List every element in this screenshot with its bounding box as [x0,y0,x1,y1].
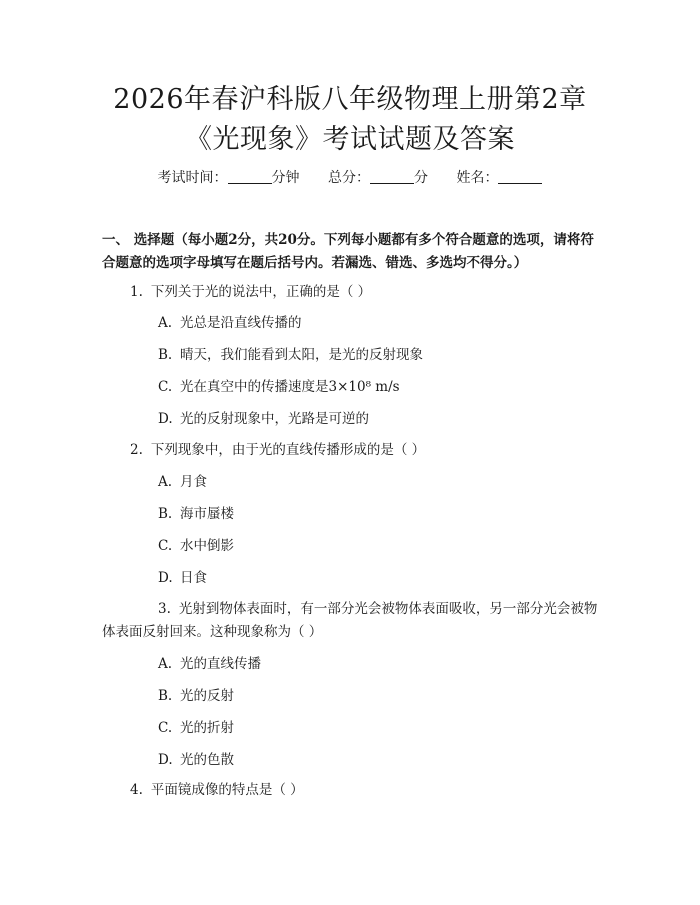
score-label: 总分： [328,170,370,186]
option-2a [158,472,207,492]
option-1c [158,377,400,397]
name-blank [498,169,542,184]
option-2b [158,504,234,524]
score-unit: 分 [414,170,428,186]
time-unit: 分钟 [271,170,300,186]
option-1d [158,409,369,429]
option-text: 光的色散 [180,752,234,768]
time-label: 考试时间： [157,170,228,186]
option-3a [158,654,261,674]
section-heading: 一、 选择题（每小题2分，共20分。下列每小题都有多个符合题意的选项，请将符合题意的选项字母填写在题后括号内。若漏选、错选、多选均不得分。） [102,232,594,271]
question-number: 2. [130,442,143,458]
option-letter: C. [158,379,173,395]
question-number: 3. [158,601,171,617]
option-2d [158,568,207,588]
option-3c [158,718,234,738]
total-score [328,167,428,187]
option-text: 光总是沿直线传播的 [180,315,302,331]
question-3 [102,598,602,644]
question-1 [130,281,600,304]
option-letter: C. [158,720,173,736]
option-letter: B. [158,347,173,363]
option-letter: D. [158,411,173,427]
option-3b [158,686,234,706]
option-text: 晴天，我们能看到太阳，是光的反射现象 [180,347,423,363]
option-text: 海市蜃楼 [180,506,234,522]
question-number: 1. [130,284,143,300]
time-blank [228,169,272,184]
question-2 [130,439,600,462]
student-name [456,167,542,187]
option-text: 水中倒影 [180,538,234,554]
option-text: 光的反射 [180,688,234,704]
option-text: 光的折射 [180,720,234,736]
question-text: 光射到物体表面时，有一部分光会被物体表面吸收，另一部分光会被物体表面反射回来。这种现象称为（ ） [102,601,598,640]
name-label: 姓名： [456,170,499,186]
option-letter: D. [158,752,173,768]
option-letter: A. [158,474,173,490]
option-2c [158,536,234,556]
exam-time [158,167,300,187]
option-3d [158,750,234,770]
exam-meta [0,167,700,187]
option-1a [158,313,302,333]
option-text: 光的直线传播 [180,656,261,672]
option-1b [158,345,423,365]
option-letter: B. [158,506,173,522]
option-letter: C. [158,538,173,554]
option-letter: A. [158,656,173,672]
document-title: 2026年春沪科版八年级物理上册第2章《光现象》考试试题及答案 [113,84,587,155]
question-text: 下列现象中，由于光的直线传播形成的是（ ） [150,442,426,458]
question-4 [130,779,600,802]
option-text: 月食 [180,474,207,490]
option-letter: A. [158,315,173,331]
option-text: 日食 [180,570,207,586]
question-number: 4. [130,782,143,798]
score-blank [370,169,414,184]
option-text: 光在真空中的传播速度是3×10⁸ m/s [180,379,400,395]
option-letter: D. [158,570,173,586]
question-text: 平面镜成像的特点是（ ） [150,782,304,798]
option-text: 光的反射现象中，光路是可逆的 [180,411,369,427]
question-text: 下列关于光的说法中，正确的是（ ） [150,284,372,300]
option-letter: B. [158,688,173,704]
